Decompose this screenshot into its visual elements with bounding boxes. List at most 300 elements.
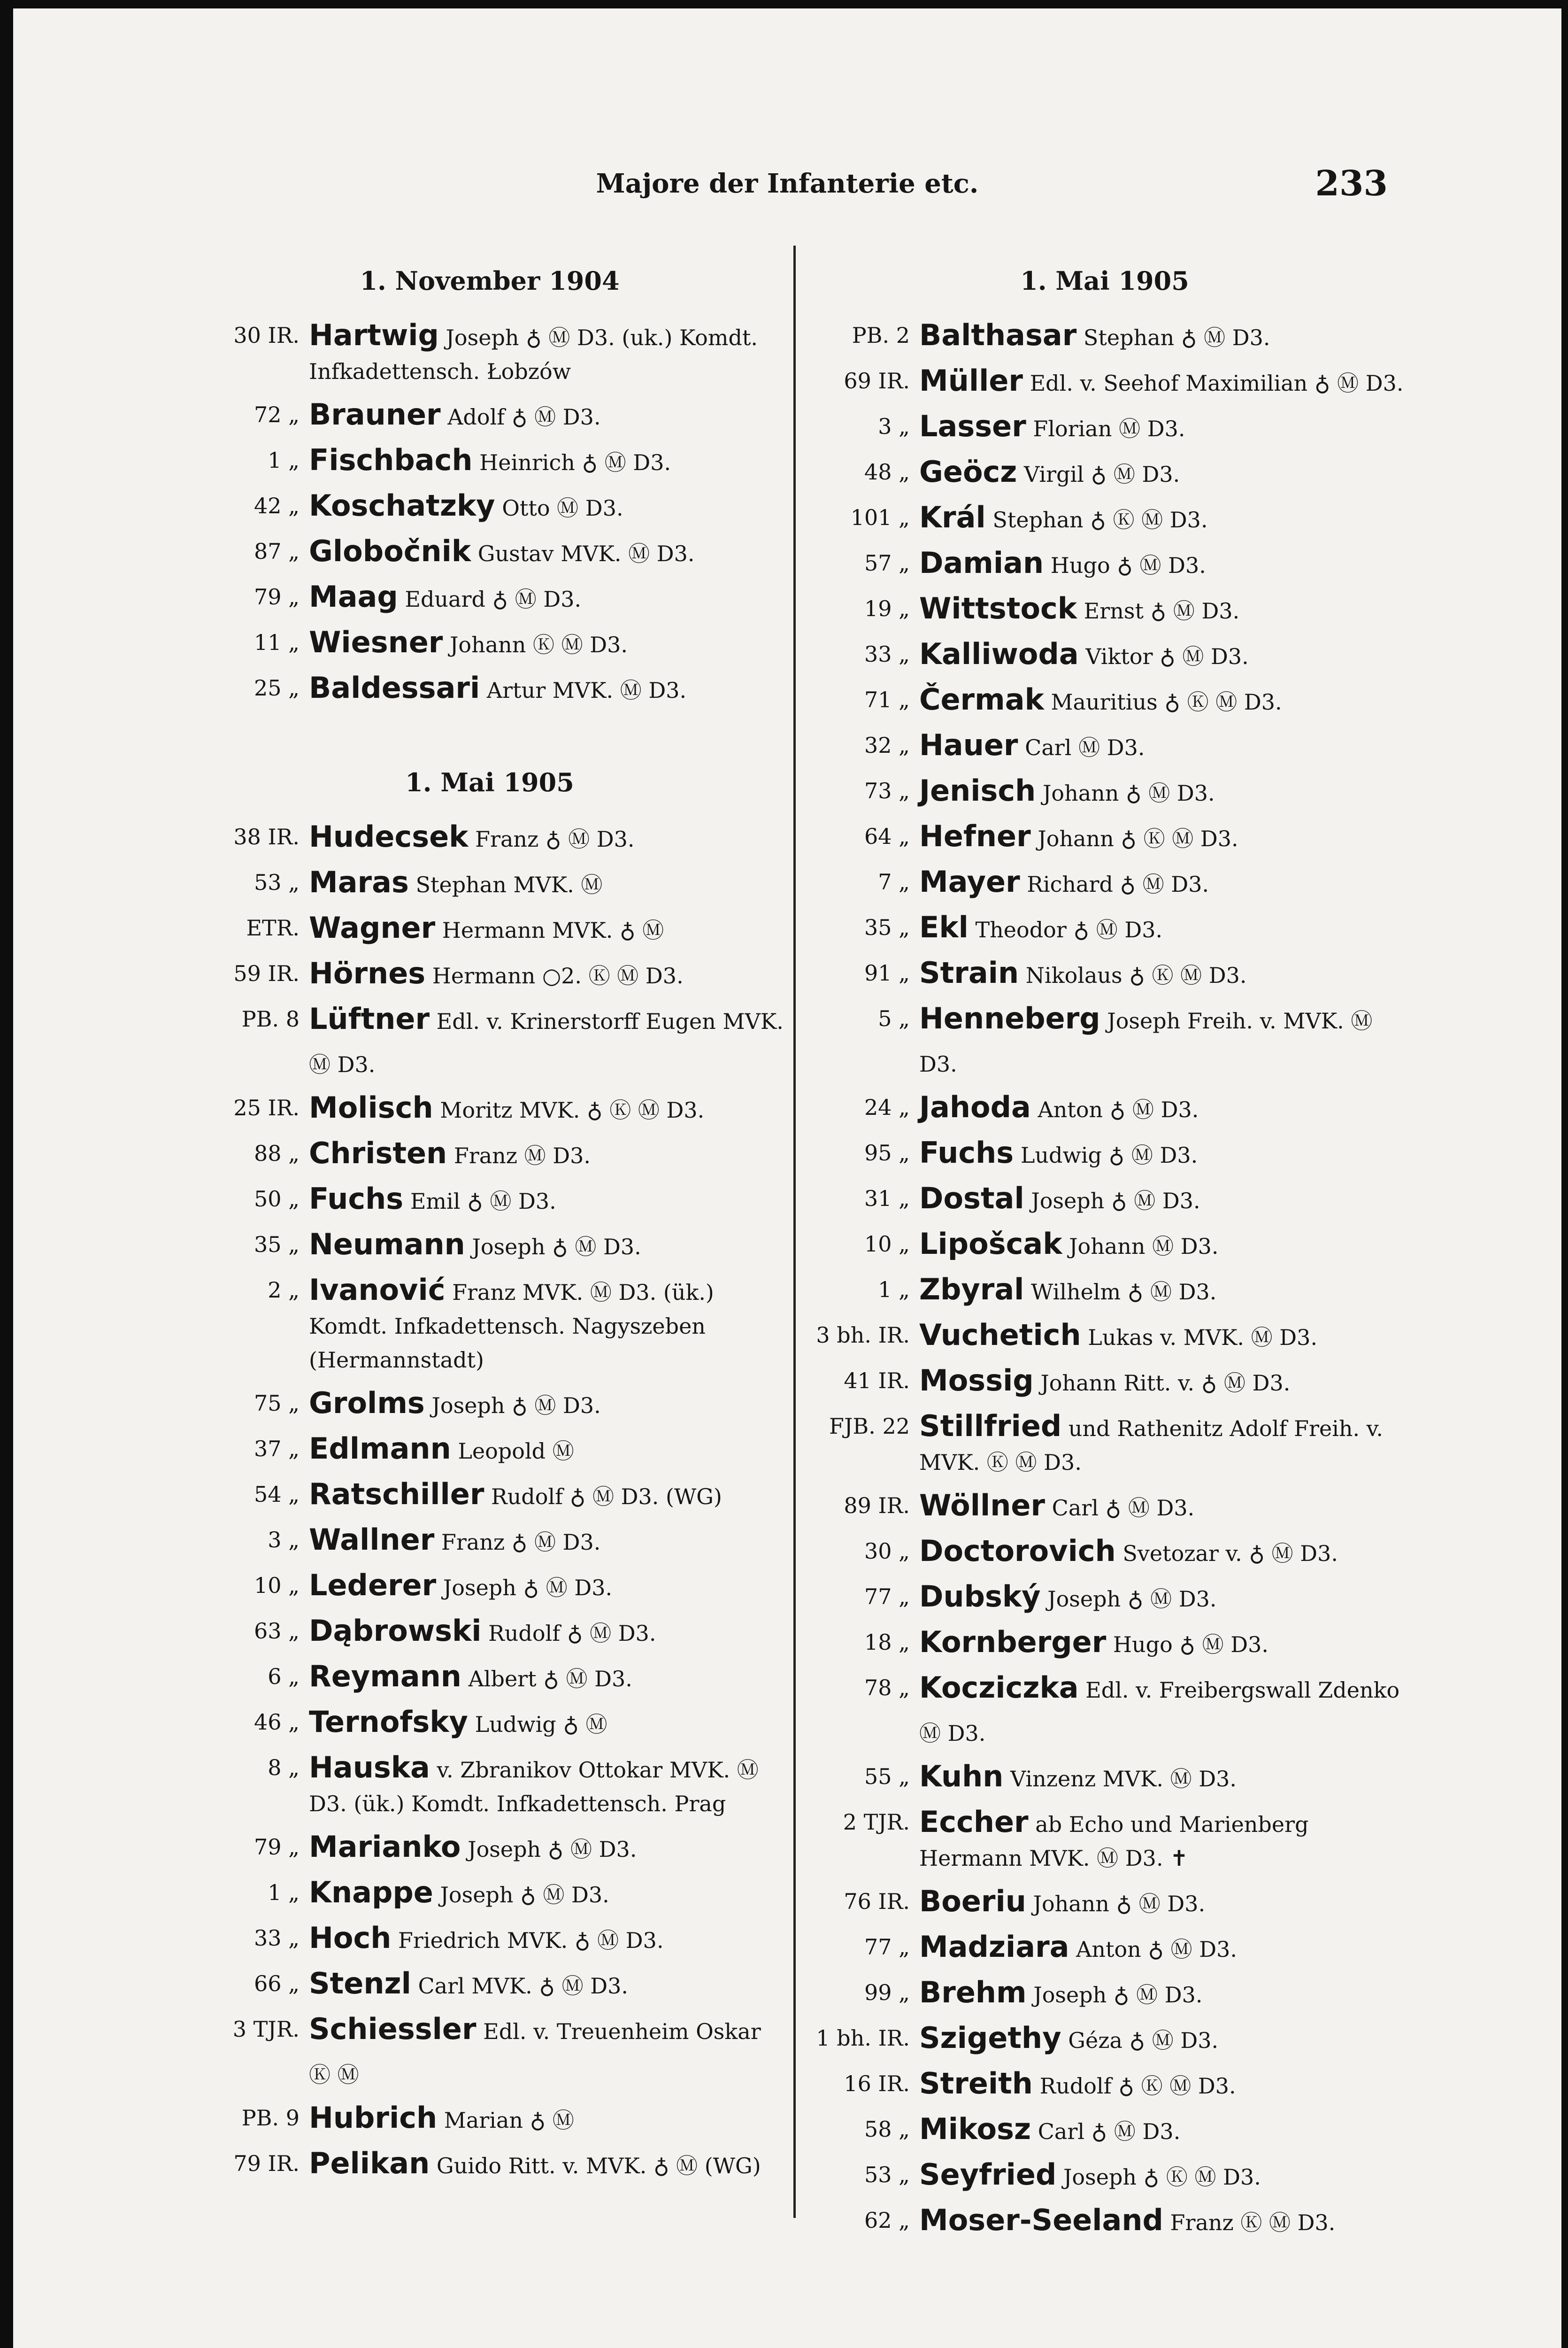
section-heading: 1. November 1904 [360,266,620,296]
officer-details: Joseph ♁ Ⓚ Ⓜ D3. [1063,2164,1261,2190]
unit-number: 79 „ [254,584,300,610]
entry-text [309,1223,788,1268]
entry-text [919,359,1407,405]
officer-details: Carl ♁ Ⓜ D3. [1052,1495,1195,1521]
entry-text [309,2142,788,2187]
officer-details: Viktor ♁ Ⓜ D3. [1085,644,1249,669]
entry-text [919,1755,1407,1800]
officer-surname: Schiessler [309,2012,477,2046]
officer-details: Joseph ♁ Ⓜ D3. [1033,1982,1203,2008]
officer-surname: Strain [919,956,1019,990]
officer-surname: Fuchs [919,1135,1014,1170]
officer-surname: Hubrich [309,2101,438,2135]
entry-text [919,678,1407,724]
officer-surname: Geöcz [919,455,1017,489]
officer-details: Hugo ♁ Ⓜ D3. [1050,553,1206,578]
officer-surname: Seyfried [919,2157,1057,2192]
officer-surname: Molisch [309,1090,433,1125]
officer-surname: Lüftner [309,1002,430,1036]
officer-details: Emil ♁ Ⓜ D3. [410,1189,556,1214]
officer-details: Hugo ♁ Ⓜ D3. [1113,1632,1269,1657]
officer-details: Anton ♁ Ⓜ D3. [1076,1937,1237,1962]
entry-text [919,633,1407,678]
unit-number: PB. 9 [241,2105,300,2131]
officer-surname: Koschatzky [309,488,495,523]
officer-details: Vinzenz MVK. Ⓜ D3. [1010,1766,1237,1792]
officer-details: Hermann ○2. Ⓚ Ⓜ D3. [432,963,684,989]
list-item [192,1564,788,1609]
officer-details: Gustav MVK. Ⓜ D3. [477,541,695,566]
officer-surname: Ternofsky [309,1705,468,1739]
officer-details: Johann Ritt. v. ♁ Ⓜ D3. [1040,1370,1291,1396]
officer-details: Leopold Ⓜ [458,1438,574,1464]
officer-surname: Kuhn [919,1759,1004,1793]
entry-text [309,1655,788,1700]
officer-surname: Damian [919,546,1044,580]
officer-surname: Boeriu [919,1884,1026,1918]
list-item [192,1473,788,1518]
list-item [802,1313,1407,1359]
officer-surname: Edlmann [309,1431,451,1466]
officer-details: Marian ♁ Ⓜ [444,2108,574,2133]
unit-number: PB. 2 [852,323,910,348]
list-item [192,1518,788,1564]
officer-details: Edl. v. Freibergswall Zdenko Ⓜ D3. [919,1677,1400,1746]
officer-details: Rudolf ♁ Ⓚ Ⓜ D3. [1039,2073,1236,2099]
unit-number: 2 „ [268,1277,300,1303]
officer-surname: Wiesner [309,625,443,659]
entry-text [919,1971,1407,2016]
list-item [802,1484,1407,1529]
officer-details: Joseph ♁ Ⓜ D3. [431,1393,601,1418]
list-item [192,997,788,1086]
entry-text [919,2153,1407,2199]
entry-text [919,1177,1407,1222]
entry-text [309,666,788,712]
officer-surname: Hefner [919,819,1031,853]
entry-text [309,1871,788,1916]
entry-text [919,1222,1407,1268]
unit-number: 75 „ [254,1390,300,1416]
unit-number: 1 „ [268,448,300,473]
list-item [192,1086,788,1132]
list-item [192,815,788,861]
officer-details: Johann Ⓚ Ⓜ D3. [449,632,628,657]
list-item [192,2008,788,2096]
unit-number: 7 „ [878,869,910,895]
list-item [192,2096,788,2142]
officer-details: v. Zbranikov Ottokar MVK. Ⓜ D3. (ük.) Komdt. Infkadettensch. Prag [309,1757,759,1816]
officer-details: Franz ♁ Ⓜ D3. [441,1529,601,1555]
entry-text [919,450,1407,496]
entry-text [309,314,788,393]
officer-surname: Hudecsek [309,819,469,854]
list-item [192,484,788,530]
officer-surname: Henneberg [919,1001,1100,1035]
list-item [802,1359,1407,1405]
officer-details: Edl. v. Treuenheim Oskar Ⓚ Ⓜ [309,2019,761,2087]
unit-number: 53 „ [864,2162,910,2187]
list-item [802,587,1407,633]
entry-text [919,1666,1407,1755]
officer-surname: Stillfried [919,1409,1062,1443]
entry-text [919,2016,1407,2062]
list-item [802,450,1407,496]
list-item [192,1382,788,1427]
unit-number: 33 „ [864,641,910,667]
unit-number: 53 „ [254,870,300,895]
officer-details: Joseph ♁ Ⓜ D3. [1031,1188,1200,1213]
list-item [192,575,788,621]
officer-surname: Marianko [309,1830,461,1864]
list-item [802,2016,1407,2062]
officer-surname: Fuchs [309,1182,404,1216]
unit-number: 31 „ [864,1186,910,1211]
officer-details: Stephan ♁ Ⓜ D3. [1083,325,1270,350]
unit-number: 64 „ [864,824,910,849]
entry-text [919,1484,1407,1529]
entry-text [919,815,1407,860]
officer-surname: Wagner [309,911,436,945]
officer-details: Johann ♁ Ⓜ D3. [1042,780,1215,806]
unit-number: 41 IR. [844,1368,910,1393]
unit-number: 69 IR. [844,368,910,394]
entry-text [919,1880,1407,1925]
unit-number: 1 „ [268,1880,300,1905]
officer-surname: Balthasar [919,318,1077,352]
unit-number: 66 „ [254,1971,300,1996]
officer-surname: Reymann [309,1659,461,1693]
book-page [13,8,1561,2348]
entry-text [919,860,1407,906]
list-item [802,541,1407,587]
entry-text [309,906,788,952]
list-item [192,1427,788,1473]
officer-surname: Dąbrowski [309,1614,482,1648]
unit-number: 35 „ [254,1232,300,1257]
unit-number: 99 „ [864,1980,910,2005]
list-item [802,815,1407,860]
officer-details: Stephan ♁ Ⓚ Ⓜ D3. [992,507,1208,533]
unit-number: 33 „ [254,1925,300,1951]
entry-text [309,1177,788,1223]
list-item [802,1621,1407,1666]
entry-text [309,1382,788,1427]
unit-number: 50 „ [254,1186,300,1212]
officer-surname: Dubský [919,1579,1041,1614]
unit-number: 91 „ [864,960,910,986]
officer-surname: Fischbach [309,443,473,477]
entry-text [309,1268,788,1382]
officer-details: Artur MVK. Ⓜ D3. [486,678,687,703]
officer-surname: Streith [919,2066,1033,2101]
list-item [802,314,1407,359]
list-item [192,861,788,906]
entry-text [309,1427,788,1473]
entry-text [919,724,1407,769]
officer-surname: Zbyral [919,1272,1024,1306]
unit-number: 46 „ [254,1709,300,1735]
entry-list [192,815,788,2187]
officer-details: Adolf ♁ Ⓜ D3. [447,404,601,430]
list-item [802,678,1407,724]
entry-text [309,1609,788,1655]
officer-surname: Hörnes [309,956,426,990]
unit-number: 10 „ [864,1231,910,1257]
unit-number: 19 „ [864,596,910,621]
officer-surname: Hoch [309,1921,392,1955]
list-item [192,1746,788,1825]
list-item [192,621,788,666]
entry-text [309,484,788,530]
officer-details: Carl ♁ Ⓜ D3. [1038,2119,1181,2144]
entry-text [309,530,788,575]
list-item [802,1405,1407,1484]
officer-details: Carl Ⓜ D3. [1025,735,1145,760]
officer-details: Ludwig ♁ Ⓜ [475,1712,607,1737]
entry-text [919,2062,1407,2108]
list-item [192,1223,788,1268]
entry-text [919,1621,1407,1666]
unit-number: 38 IR. [233,824,300,850]
officer-details: Franz Ⓜ D3. [453,1143,591,1168]
unit-number: 73 „ [864,778,910,803]
officer-details: Edl. v. Krinerstorff Eugen MVK. Ⓜ D3. [309,1009,784,1077]
unit-number: 16 IR. [844,2071,910,2096]
officer-surname: Vuchetich [919,1318,1081,1352]
column-divider [793,246,796,2218]
entry-text [309,997,788,1086]
officer-details: Johann Ⓜ D3. [1069,1234,1219,1259]
officer-surname: Maras [309,865,409,899]
officer-details: Franz ♁ Ⓜ D3. [475,826,635,852]
right-column [802,262,1407,2244]
list-item [802,1880,1407,1925]
unit-number: 30 „ [864,1538,910,1564]
officer-details: Joseph ♁ Ⓜ D3. [468,1837,637,1862]
officer-surname: Mikosz [919,2112,1031,2146]
list-item [192,439,788,484]
officer-details: ab Echo und Marienberg Hermann MVK. Ⓜ D3. ✝ [919,1812,1309,1871]
list-item [192,1132,788,1177]
entry-text [309,1473,788,1518]
list-item [192,1655,788,1700]
list-item [192,530,788,575]
entry-text [919,541,1407,587]
officer-details: Guido Ritt. v. MVK. ♁ Ⓜ (WG) [436,2153,761,2178]
list-item [802,1800,1407,1880]
list-item [192,314,788,393]
entry-text [919,1359,1407,1405]
unit-number: 32 „ [864,733,910,758]
entry-text [309,1746,788,1825]
officer-details: Otto Ⓜ D3. [502,495,623,521]
officer-surname: Müller [919,363,1023,398]
officer-details: Johann ♁ Ⓜ D3. [1033,1891,1206,1916]
officer-details: Rudolf ♁ Ⓜ D3. (WG) [491,1484,722,1509]
list-item [802,1268,1407,1313]
list-item [802,2153,1407,2199]
unit-number: 55 „ [864,1764,910,1789]
entry-text [309,1518,788,1564]
unit-number: 76 IR. [844,1889,910,1914]
officer-details: Joseph ♁ Ⓜ D3. [443,1575,613,1600]
officer-surname: Brehm [919,1975,1027,2009]
entry-text [309,1916,788,1962]
officer-surname: Hartwig [309,318,439,352]
officer-surname: Lasser [919,409,1026,443]
entry-text [919,1529,1407,1575]
officer-details: Carl MVK. ♁ Ⓜ D3. [418,1973,628,1999]
list-item [802,1529,1407,1575]
officer-details: Lukas v. MVK. Ⓜ D3. [1088,1325,1318,1350]
officer-surname: Eccher [919,1805,1029,1839]
entry-text [309,1086,788,1132]
list-item [802,1666,1407,1755]
entry-text [309,861,788,906]
list-item [802,769,1407,815]
list-item [192,1609,788,1655]
officer-details: Ludwig ♁ Ⓜ D3. [1020,1143,1198,1168]
officer-surname: Lipošcak [919,1227,1062,1261]
officer-surname: Neumann [309,1227,465,1261]
officer-surname: Baldessari [309,671,480,705]
entry-text [919,496,1407,541]
list-item [192,666,788,712]
officer-details: Franz MVK. Ⓜ D3. (ük.) Komdt. Infkadettensch. Nagyszeben (Hermannstadt) [309,1280,714,1373]
officer-surname: Kornberger [919,1625,1107,1659]
unit-number: 87 „ [254,539,300,564]
unit-number: 79 „ [254,1834,300,1860]
officer-surname: Ratschiller [309,1477,484,1511]
entry-text [309,1564,788,1609]
entry-text [919,1086,1407,1131]
entry-text [919,587,1407,633]
officer-details: Moritz MVK. ♁ Ⓚ Ⓜ D3. [440,1097,705,1123]
entry-text [309,439,788,484]
unit-number: 35 „ [864,915,910,940]
list-item [192,1871,788,1916]
unit-number: 1 bh. IR. [816,2025,910,2051]
unit-number: 101 „ [850,505,910,530]
officer-surname: Hauer [919,728,1018,762]
unit-number: 24 „ [864,1095,910,1120]
officer-details: Theodor ♁ Ⓜ D3. [975,917,1163,942]
officer-details: Hermann MVK. ♁ Ⓜ [442,918,664,943]
entry-text [919,1925,1407,1971]
list-item [802,359,1407,405]
officer-details: und Rathenitz Adolf Freih. v. MVK. Ⓚ Ⓜ D3. [919,1416,1383,1475]
list-item [802,860,1407,906]
unit-number: 6 „ [268,1664,300,1689]
unit-number: 11 „ [254,630,300,655]
list-item [192,1825,788,1871]
list-item [802,906,1407,951]
officer-details: Joseph ♁ Ⓜ D3. (uk.) Komdt. Infkadettensch. Łobzów [309,325,758,384]
unit-number: 79 IR. [233,2151,300,2176]
entry-text [309,1825,788,1871]
entry-text [919,2108,1407,2153]
officer-surname: Knappe [309,1875,433,1909]
officer-details: Joseph ♁ Ⓜ D3. [472,1234,641,1259]
unit-number: PB. 8 [241,1006,300,1032]
officer-details: Mauritius ♁ Ⓚ Ⓜ D3. [1051,689,1282,715]
unit-number: 10 „ [254,1573,300,1598]
list-item [802,2108,1407,2153]
list-item [802,724,1407,769]
entry-text [919,951,1407,997]
left-column [192,262,788,2187]
entry-text [309,815,788,861]
officer-surname: Wittstock [919,591,1077,626]
officer-details: Friedrich MVK. ♁ Ⓜ D3. [398,1928,664,1953]
entry-text [309,621,788,666]
officer-surname: Dostal [919,1181,1024,1215]
unit-number: ETR. [246,915,300,941]
running-title: Majore der Infanterie etc. [596,168,979,199]
officer-details: Ernst ♁ Ⓜ D3. [1084,598,1240,624]
list-item [192,952,788,997]
section-heading: 1. Mai 1905 [1020,266,1189,296]
officer-surname: Ivanović [309,1273,446,1307]
officer-details: Eduard ♁ Ⓜ D3. [405,587,582,612]
officer-details: Richard ♁ Ⓜ D3. [1027,872,1209,897]
officer-surname: Maag [309,579,398,614]
unit-number: 2 TJR. [843,1809,910,1835]
officer-surname: Král [919,500,986,534]
officer-surname: Kocziczka [919,1670,1079,1705]
officer-surname: Christen [309,1136,447,1170]
list-item [802,1177,1407,1222]
unit-number: 3 TJR. [232,2016,300,2042]
officer-surname: Hauska [309,1750,430,1784]
officer-surname: Stenzl [309,1966,411,2000]
unit-number: FJB. 22 [829,1413,910,1439]
unit-number: 25 IR. [233,1095,300,1120]
officer-details: Johann ♁ Ⓚ Ⓜ D3. [1038,826,1238,851]
officer-details: Franz Ⓚ Ⓜ D3. [1170,2210,1336,2235]
officer-details: Albert ♁ Ⓜ D3. [468,1666,632,1691]
list-item [802,1755,1407,1800]
officer-details: Joseph ♁ Ⓜ D3. [1047,1586,1217,1612]
entry-text [919,314,1407,359]
entry-text [309,2008,788,2096]
officer-surname: Jahoda [919,1090,1031,1124]
unit-number: 25 „ [254,675,300,701]
entry-text [919,1313,1407,1359]
entry-list [802,314,1407,2244]
entry-text [309,1132,788,1177]
list-item [802,951,1407,997]
list-item [802,1222,1407,1268]
list-item [802,2062,1407,2108]
list-item [802,2199,1407,2244]
entry-list [192,314,788,712]
officer-details: Nikolaus ♁ Ⓚ Ⓜ D3. [1025,963,1247,988]
entry-text [919,1800,1407,1880]
list-item [192,906,788,952]
officer-surname: Lederer [309,1568,437,1602]
unit-number: 1 „ [878,1277,910,1302]
unit-number: 89 IR. [844,1493,910,1518]
officer-details: Florian Ⓜ D3. [1033,416,1185,441]
officer-details: Anton ♁ Ⓜ D3. [1038,1097,1199,1122]
unit-number: 59 IR. [233,961,300,986]
unit-number: 37 „ [254,1436,300,1461]
unit-number: 95 „ [864,1140,910,1166]
list-item [192,1700,788,1746]
unit-number: 3 „ [878,414,910,439]
